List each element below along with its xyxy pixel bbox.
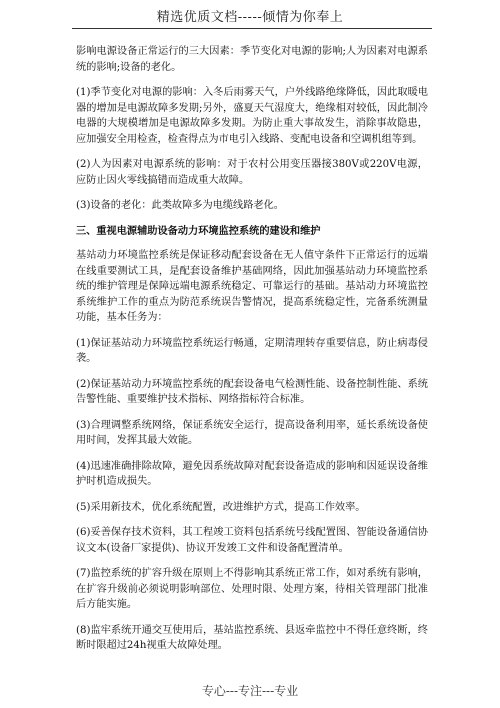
paragraph-equipment-aging: (3)设备的老化：此类故障多为电缆线路老化。 xyxy=(76,200,284,211)
task-item-6: (6)妥善保存技术资料，其工程竣工资料包括系统号线配置图、智能设备通信协议文本(设备厂家提供)、协议开发竣工文件和设备配置清单。 xyxy=(76,527,428,554)
task-item-4: (4)迅速准确排除故障，避免因系统故障对配套设备造成的影响和因延误设备维护时机造成损失。 xyxy=(76,460,428,487)
header-divider xyxy=(72,28,432,29)
task-item-8: (8)监牢系统开通交互使用后，基站监控系统、县返牵监控中不得任意终断，终断时限超过24h视重大故障处理。 xyxy=(76,624,428,651)
task-item-2: (2)保证基站动力环境监控系统的配套设备电气检测性能、设备控制性能、系统告警性能、重要维护技术指标、网络指标符合标准。 xyxy=(76,378,428,405)
task-item-1: (1)保证基站动力环境监控系统运行畅通，定期清理转存重要信息，防止病毒侵袭。 xyxy=(76,337,428,364)
page-header: 精选优质文档-----倾情为你奉上 xyxy=(156,10,344,25)
task-item-7: (7)监控系统的扩容升级在原则上不得影响其系统正常工作，如对系统有影响，在扩容升级前必须说明影响部位、处理时限、处理方案，待相关管理部门批准后方能实施。 xyxy=(76,568,428,610)
paragraph-monitoring-intro: 基站动力环境监控系统是保证移动配套设备在无人值守条件下正常运行的远端在线重要测试工具，是配套设备维护基础网络，因此加强基站动力环境监控系统的维护管理是保障远端电源系统稳定、可靠运行的基础。基站动力环境监控系统维护工作的重点为防范系统误告警情况，提高系统稳定性，完备系统测量功能，基本任务为： xyxy=(76,250,428,323)
section-heading: 三、重视电源辅助设备动力环境监控系统的建设和维护 xyxy=(76,224,321,237)
intro-paragraph: 影响电源设备正常运行的三大因素：季节变化对电源的影响;人为因素对电源系统的影响;设备的老化。 xyxy=(76,46,428,73)
paragraph-season-impact: (1)季节变化对电源的影响：入冬后雨雾天气，户外线路绝缘降低，因此取暖电器的增加是电源故障多发期;另外，盛夏天气湿度大，绝缘相对较低，因此制冷电器的大规模增加是电源故障多发期。为防止重大事故发生，消除事故隐患，应加强安全用检查，检查得点为市电引入线路、变配电设备和空调机组等到。 xyxy=(76,87,428,145)
task-item-3: (3)合理调整系统网络，保证系统安全运行，提高设备利用率，延长系统设备使用时间，发挥其最大效能。 xyxy=(76,419,428,446)
paragraph-human-factor: (2)人为因素对电源系统的影响：对于农村公用变压器接380V或220V电源，应防止因火零线搞错而造成重大故障。 xyxy=(76,159,428,186)
task-item-5: (5)采用新技术，优化系统配置，改进维护方式，提高工作效率。 xyxy=(76,501,366,513)
page-footer: 专心---专注---专业 xyxy=(201,684,299,698)
document-body xyxy=(76,44,428,664)
